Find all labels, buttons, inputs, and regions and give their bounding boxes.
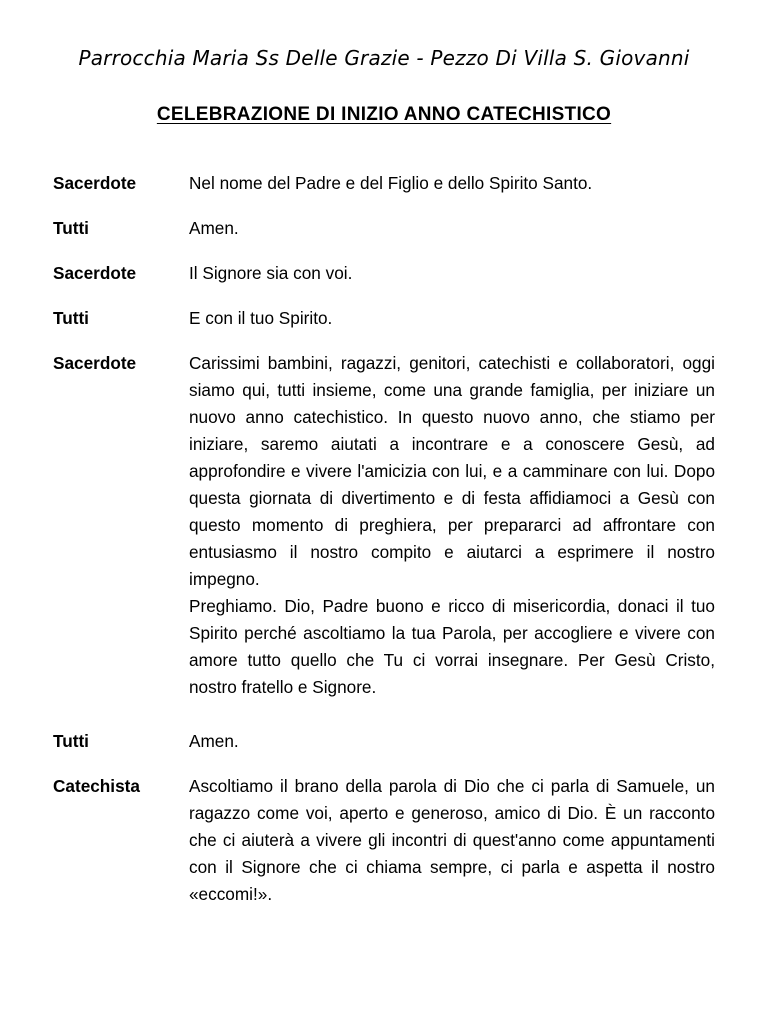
dialogue-text	[189, 260, 715, 287]
dialogue-text	[189, 350, 715, 701]
dialogue-row	[53, 728, 715, 755]
speaker-label: Sacerdote	[53, 173, 137, 193]
dialogue-text	[189, 170, 715, 197]
speaker-label: Sacerdote	[53, 353, 137, 373]
speaker-label: Sacerdote	[53, 263, 137, 283]
document-title: CELEBRAZIONE DI INIZIO ANNO CATECHISTICO	[156, 104, 612, 125]
speaker-label: Tutti	[53, 308, 89, 328]
dialogue-paragraph: Il Signore sia con voi.	[189, 263, 353, 283]
dialogue-text	[189, 215, 715, 242]
dialogue-paragraph: Carissimi bambini, ragazzi, genitori, catechisti e collaboratori, oggi siamo qui, tutti insieme, come una grande famiglia, per iniziare un nuovo anno catechistico. In questo nuovo anno, che stiamo per iniziare, saremo aiutati a incontrare e a conoscere Gesù, ad approfondire e vivere l'amicizia con lui, e a camminare con lui. Dopo questa giornata di divertimento e di festa affidiamoci a Gesù con questo momento di preghiera, per prepararci ad affrontare con entusiasmo il nostro compito e aiutarci a esprimere il nostro impegno.	[189, 353, 715, 589]
dialogue-paragraph: Preghiamo. Dio, Padre buono e ricco di misericordia, donaci il tuo Spirito perché ascoltiamo la tua Parola, per accogliere e vivere con amore tutto quello che Tu ci vorrai insegnare. Per Gesù Cristo, nostro fratello e Signore.	[189, 596, 715, 697]
parish-header: Parrocchia Maria Ss Delle Grazie - Pezzo Di Villa S. Giovanni	[78, 46, 690, 70]
dialogue-paragraph: Nel nome del Padre e del Figlio e dello Spirito Santo.	[189, 173, 593, 193]
dialogue-text	[189, 305, 715, 332]
dialogue-row	[53, 170, 715, 197]
dialogue-paragraph: Amen.	[189, 731, 239, 751]
speaker-label: Tutti	[53, 731, 89, 751]
speaker-label: Tutti	[53, 218, 89, 238]
dialogue-list	[53, 170, 715, 908]
dialogue-paragraph: E con il tuo Spirito.	[189, 308, 333, 328]
dialogue-row	[53, 350, 715, 701]
dialogue-text	[189, 773, 715, 908]
dialogue-row	[53, 260, 715, 287]
dialogue-text	[189, 728, 715, 755]
dialogue-row	[53, 773, 715, 908]
dialogue-paragraph: Amen.	[189, 218, 239, 238]
dialogue-row	[53, 215, 715, 242]
dialogue-paragraph: Ascoltiamo il brano della parola di Dio che ci parla di Samuele, un ragazzo come voi, aperto e generoso, amico di Dio. È un racconto che ci aiuterà a vivere gli incontri di quest'anno come appuntamenti con il Signore che ci chiama sempre, ci parla e aspetta il nostro «eccomi!».	[189, 776, 715, 904]
speaker-label: Catechista	[53, 776, 140, 796]
dialogue-row	[53, 305, 715, 332]
